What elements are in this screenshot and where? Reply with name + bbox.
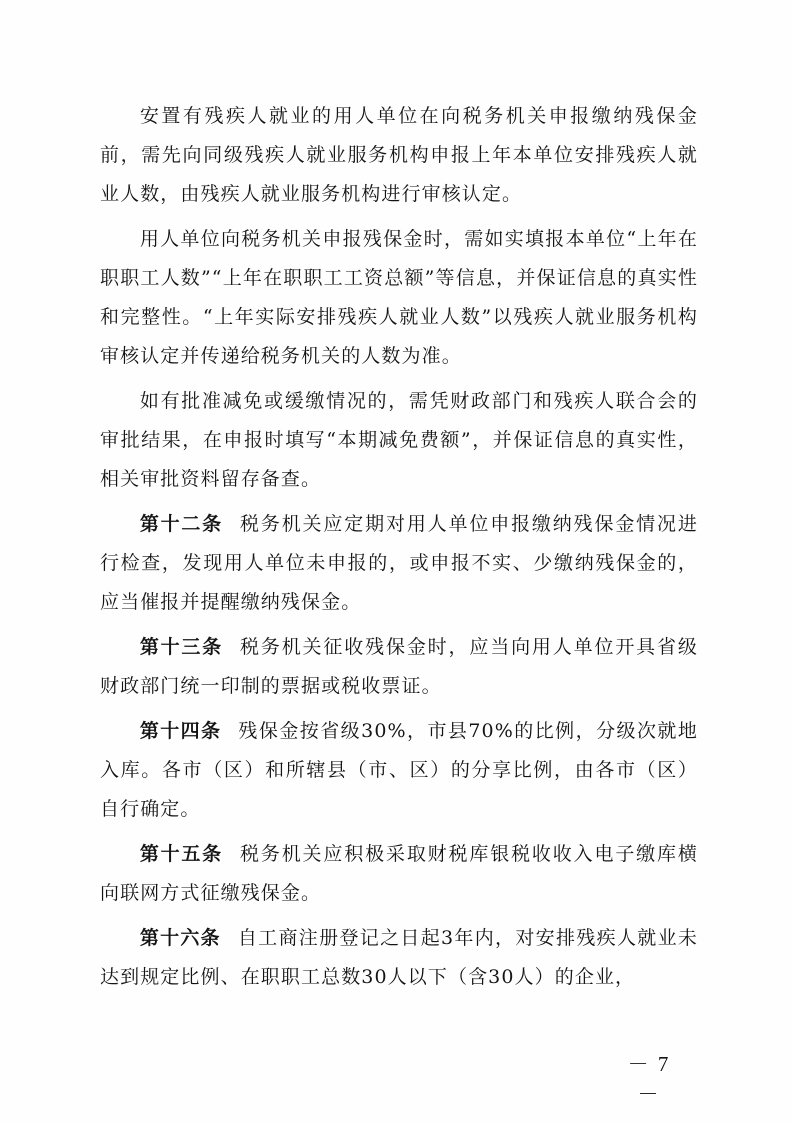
article-paragraph (100, 835, 698, 913)
article-paragraph (100, 712, 698, 829)
article-number: 第十六条 (139, 927, 221, 949)
paragraph-text: 安置有残疾人就业的用人单位在向税务机关申报缴纳残保金前，需先向同级残疾人就业服务机构申报上年本单位安排残疾人就业人数，由残疾人就业服务机构进行审核认定。 (100, 105, 698, 205)
article-number: 第十三条 (139, 636, 223, 658)
article-number: 第十五条 (139, 843, 223, 865)
article-number: 第十四条 (139, 720, 222, 742)
paragraph-text: 如有批准减免或缓缴情况的，需凭财政部门和残疾人联合会的审批结果，在申报时填写“本期减免费额”，并保证信息的真实性，相关审批资料留存备查。 (100, 390, 698, 490)
paragraph (100, 220, 698, 376)
article-paragraph (100, 919, 698, 997)
paragraph-text: 自工商注册登记之日起3年内，对安排残疾人就业未达到规定比例、在职职工总数30人以下（含30人）的企业， (100, 927, 698, 988)
article-paragraph (100, 505, 698, 622)
article-paragraph (100, 628, 698, 706)
article-number: 第十二条 (139, 513, 223, 535)
paragraph-text: 税务机关应积极采取财税库银税收收入电子缴库横向联网方式征缴残保金。 (100, 843, 698, 904)
paragraph-text: 税务机关征收残保金时，应当向用人单位开具省级财政部门统一印制的票据或税收票证。 (100, 636, 698, 697)
paragraph-text: 残保金按省级30%，市县70%的比例，分级次就地入库。各市（区）和所辖县（市、区）的分享比例，由各市（区）自行确定。 (100, 720, 698, 820)
paragraph-text: 税务机关应定期对用人单位申报缴纳残保金情况进行检查，发现用人单位未申报的，或申报不实、少缴纳残保金的，应当催报并提醒缴纳残保金。 (100, 513, 698, 613)
document-body (100, 97, 698, 1003)
paragraph (100, 97, 698, 214)
page-number: － 7 － (627, 1052, 671, 1106)
paragraph-text: 用人单位向税务机关申报残保金时，需如实填报本单位“上年在职职工人数”“上年在职职工工资总额”等信息，并保证信息的真实性和完整性。“上年实际安排残疾人就业人数”以残疾人就业服务机构审核认定并传递给税务机关的人数为准。 (100, 228, 698, 367)
paragraph (100, 382, 698, 499)
